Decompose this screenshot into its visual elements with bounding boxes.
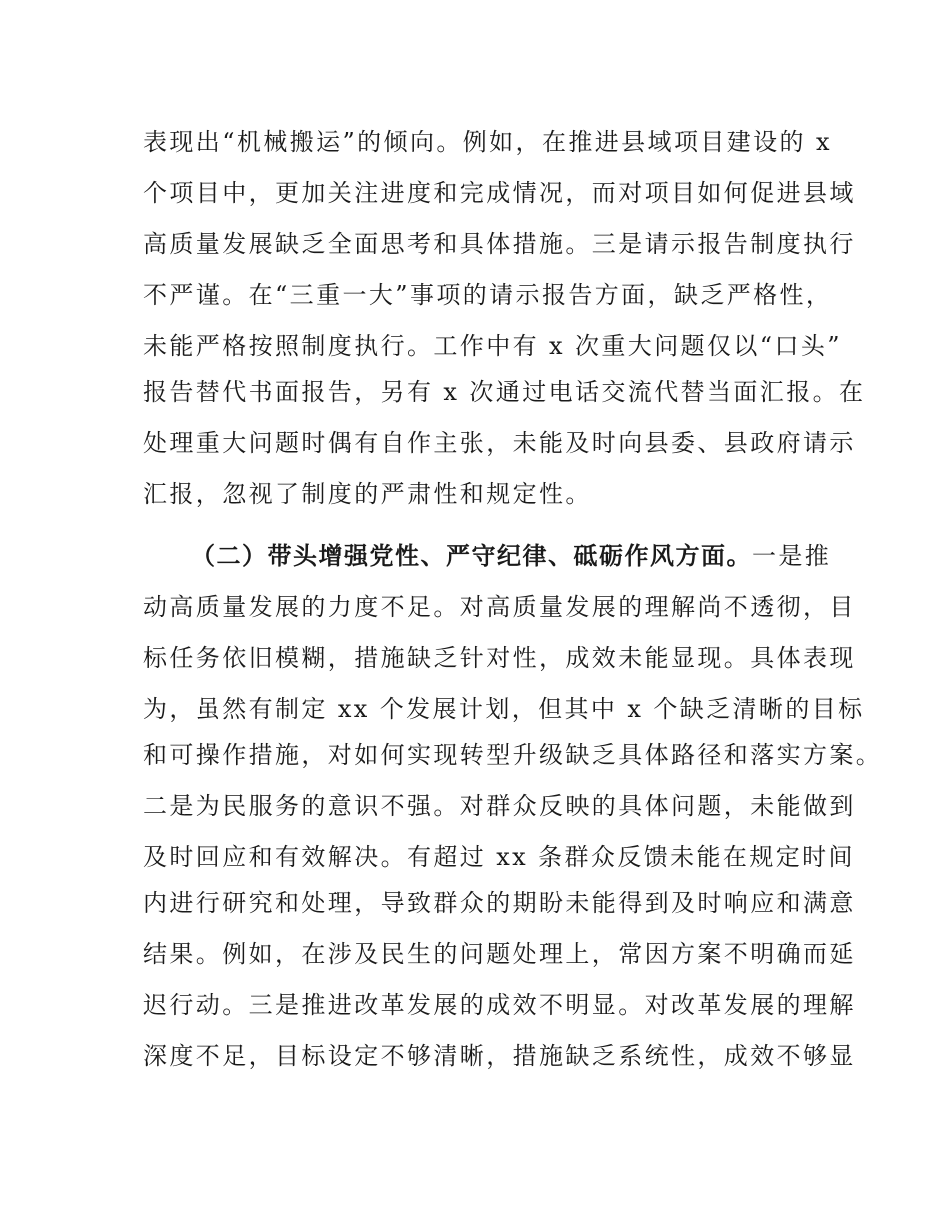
text-line: 迟行动。三是推进改革发展的成效不明显。对改革发展的理解 [143, 991, 856, 1019]
text-run: 一是推 [752, 542, 832, 570]
text-line: 标任务依旧模糊，措施缺乏针对性，成效未能显现。具体表现 [143, 644, 856, 672]
text-line: 二是为民服务的意识不强。对群众反映的具体问题，未能做到 [143, 792, 856, 820]
text-line: 结果。例如，在涉及民生的问题处理上，常因方案不明确而延 [143, 940, 856, 968]
text-line: 内进行研究和处理，导致群众的期盼未能得到及时响应和满意 [143, 889, 856, 917]
text-line: 汇报，忽视了制度的严肃性和规定性。 [143, 480, 592, 508]
text-line: 表现出“机械搬运”的倾向。例如，在推进县域项目建设的 x [143, 128, 832, 156]
text-line: 及时回应和有效解决。有超过 xx 条群众反馈未能在规定时间 [143, 843, 855, 871]
text-line: 处理重大问题时偶有自作主张，未能及时向县委、县政府请示 [143, 429, 856, 457]
text-line: 和可操作措施，对如何实现转型升级缺乏具体路径和落实方案。 [143, 741, 883, 769]
text-line: 不严谨。在“三重一大”事项的请示报告方面，缺乏严格性， [143, 281, 833, 309]
text-line: 未能严格按照制度执行。工作中有 x 次重大问题仅以“口头” [143, 332, 842, 360]
paragraph-first-line [191, 536, 831, 576]
text-line: 深度不足，目标设定不够清晰，措施缺乏系统性，成效不够显 [143, 1042, 856, 1070]
section-heading: （二）带头增强党性、严守纪律、砥砺作风方面。 [191, 542, 752, 570]
text-line: 高质量发展缺乏全面思考和具体措施。三是请示报告制度执行 [143, 230, 856, 258]
text-line: 动高质量发展的力度不足。对高质量发展的理解尚不透彻，目 [143, 593, 856, 621]
text-line: 个项目中，更加关注进度和完成情况，而对项目如何促进县域 [143, 179, 856, 207]
text-line: 为，虽然有制定 xx 个发展计划，但其中 x 个缺乏清晰的目标 [143, 695, 865, 723]
text-line: 报告替代书面报告，另有 x 次通过电话交流代替当面汇报。在 [143, 378, 866, 406]
